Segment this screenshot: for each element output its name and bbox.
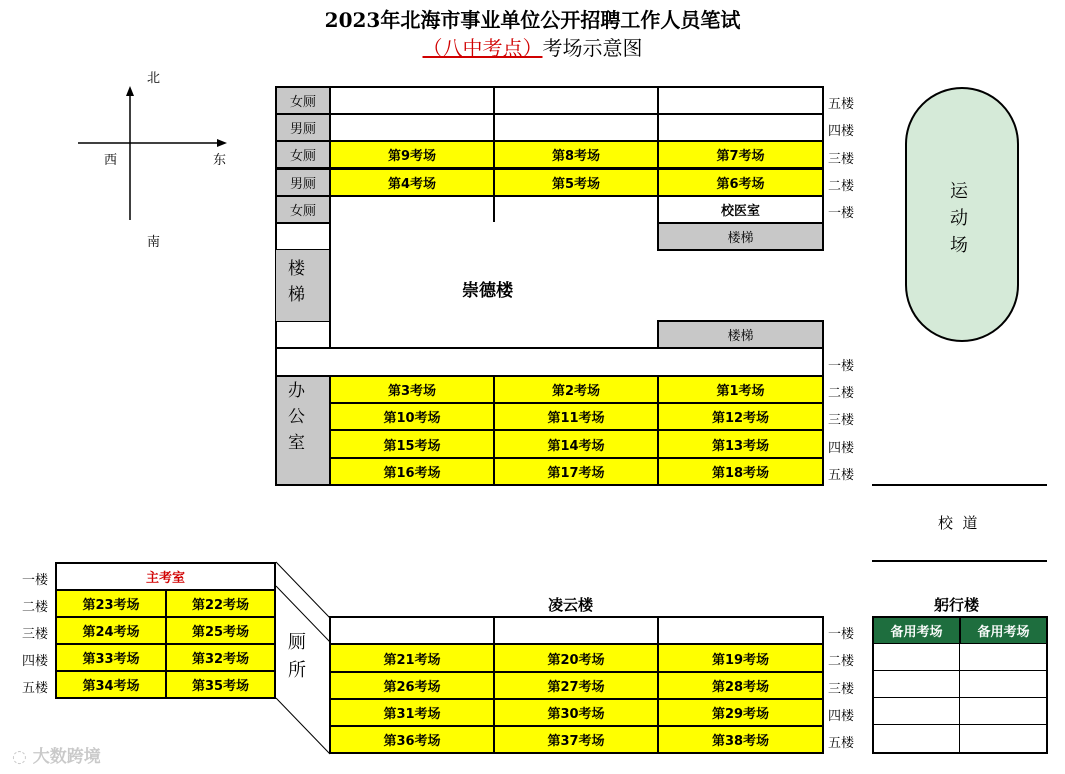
floor-label: 四楼 (828, 124, 855, 139)
spare-cell (959, 724, 1048, 754)
clinic-room: 校医室 (657, 195, 824, 224)
exam-room-13: 第13考场 (657, 429, 824, 459)
office-char1: 办 (288, 381, 305, 401)
floor-label: 五楼 (828, 97, 855, 112)
lingyun-name: 凌云楼 (548, 596, 594, 614)
exam-room-14: 第14考场 (493, 429, 659, 459)
exam-room-4: 第4考场 (329, 168, 495, 197)
watermark-text: 大数跨境 (32, 747, 101, 767)
playground-char1: 运 (950, 181, 968, 202)
toilet-4f: 男厕 (275, 113, 331, 142)
exam-room-10: 第10考场 (329, 402, 495, 431)
floor-label: 二楼 (828, 179, 855, 194)
room-empty (329, 616, 495, 645)
spare-cell (872, 724, 960, 754)
toilet-3f: 女厕 (275, 140, 331, 169)
floor-label: 三楼 (22, 627, 49, 642)
exam-room-3: 第3考场 (329, 375, 495, 404)
exam-room-19: 第19考场 (657, 643, 824, 673)
floor-label: 一楼 (828, 206, 855, 221)
floor-label: 三楼 (828, 413, 855, 428)
floor-label: 一楼 (828, 627, 855, 642)
floor-label: 四楼 (828, 709, 855, 724)
diagram-title: 2023年北海市事业单位公开招聘工作人员笔试 (324, 8, 741, 32)
compass-north: 北 (147, 71, 161, 86)
exam-room-15: 第15考场 (329, 429, 495, 459)
exam-room-8: 第8考场 (493, 140, 659, 169)
subtitle-venue: （八中考点） (422, 36, 543, 60)
diagram-subtitle (0, 32, 1065, 61)
exam-room-16: 第16考场 (329, 457, 495, 486)
exam-room-17: 第17考场 (493, 457, 659, 486)
compass-south: 南 (147, 235, 161, 250)
room-empty (657, 113, 824, 142)
spare-cell (872, 670, 960, 698)
watermark-logo-icon: ◌ (12, 747, 33, 767)
spare-cell (959, 697, 1048, 725)
subtitle-rest: 考场示意图 (542, 36, 643, 60)
exam-room-11: 第11考场 (493, 402, 659, 431)
exam-room-24: 第24考场 (55, 616, 167, 645)
exam-room-22: 第22考场 (165, 589, 276, 618)
floor-label: 二楼 (828, 386, 855, 401)
spare-room-header: 备用考场 (959, 616, 1048, 645)
floor-label: 二楼 (828, 654, 855, 669)
exam-room-5: 第5考场 (493, 168, 659, 197)
room-empty (493, 195, 659, 224)
exam-room-9: 第9考场 (329, 140, 495, 169)
watermark (12, 742, 101, 767)
floor-label: 三楼 (828, 152, 855, 167)
room-empty (657, 86, 824, 115)
spare-cell (959, 670, 1048, 698)
room-empty (329, 113, 495, 142)
gongxing-name: 躬行楼 (934, 596, 980, 614)
floor-label: 一楼 (828, 359, 855, 374)
floor-label: 五楼 (22, 681, 49, 696)
room-empty (329, 195, 495, 224)
playground-char3: 场 (950, 235, 968, 256)
floor-label: 二楼 (22, 600, 49, 615)
exam-room-34: 第34考场 (55, 670, 167, 699)
exam-room-2: 第2考场 (493, 375, 659, 404)
stairs-top: 楼梯 (657, 222, 824, 251)
exam-room-38: 第38考场 (657, 725, 824, 754)
floor-label: 五楼 (828, 736, 855, 751)
exam-room-37: 第37考场 (493, 725, 659, 754)
room-empty (493, 113, 659, 142)
floor-label: 五楼 (828, 468, 855, 483)
toilet-5f: 女厕 (275, 86, 331, 115)
room-empty (657, 616, 824, 645)
exam-room-28: 第28考场 (657, 671, 824, 700)
compass-west: 西 (104, 153, 118, 168)
exam-room-36: 第36考场 (329, 725, 495, 754)
spare-room-header: 备用考场 (872, 616, 961, 645)
room-empty (493, 616, 659, 645)
playground-char2: 动 (950, 208, 968, 229)
exam-room-29: 第29考场 (657, 698, 824, 727)
spare-cell (872, 643, 960, 671)
road-line-top (872, 484, 1047, 486)
exam-room-18: 第18考场 (657, 457, 824, 486)
exam-room-33: 第33考场 (55, 643, 167, 672)
stairs-left-char2: 梯 (288, 285, 305, 305)
exam-room-1: 第1考场 (657, 375, 824, 404)
exam-room-31: 第31考场 (329, 698, 495, 727)
exam-room-21: 第21考场 (329, 643, 495, 673)
spare-cell (872, 697, 960, 725)
toilet-1f: 女厕 (275, 195, 331, 224)
office-char2: 公 (288, 407, 305, 427)
office-char3: 室 (288, 433, 305, 453)
compass-east: 东 (213, 153, 227, 168)
main-exam-office: 主考室 (55, 562, 276, 591)
exam-room-26: 第26考场 (329, 671, 495, 700)
room-empty (493, 86, 659, 115)
exam-room-30: 第30考场 (493, 698, 659, 727)
exam-room-12: 第12考场 (657, 402, 824, 431)
exam-room-20: 第20考场 (493, 643, 659, 673)
exam-room-27: 第27考场 (493, 671, 659, 700)
spare-cell (959, 643, 1048, 671)
floor-label: 一楼 (22, 573, 49, 588)
exam-room-7: 第7考场 (657, 140, 824, 169)
floor-label: 四楼 (22, 654, 49, 669)
exam-room-35: 第35考场 (165, 670, 276, 699)
floor-label: 四楼 (828, 441, 855, 456)
road-line-bottom (872, 560, 1047, 562)
room-empty (329, 86, 495, 115)
road-label: 校 道 (938, 514, 978, 532)
toilet-2f: 男厕 (275, 168, 331, 197)
stairs-bottom: 楼梯 (657, 320, 824, 349)
floor-label: 三楼 (828, 682, 855, 697)
toilet-char2: 所 (288, 660, 306, 681)
exam-room-6: 第6考场 (657, 168, 824, 197)
lower-1f (275, 347, 824, 377)
exam-room-25: 第25考场 (165, 616, 276, 645)
chongde-name: 崇德楼 (462, 281, 513, 301)
exam-room-32: 第32考场 (165, 643, 276, 672)
stairs-left-char1: 楼 (288, 259, 305, 279)
exam-room-23: 第23考场 (55, 589, 167, 618)
toilet-char1: 厕 (288, 632, 306, 653)
